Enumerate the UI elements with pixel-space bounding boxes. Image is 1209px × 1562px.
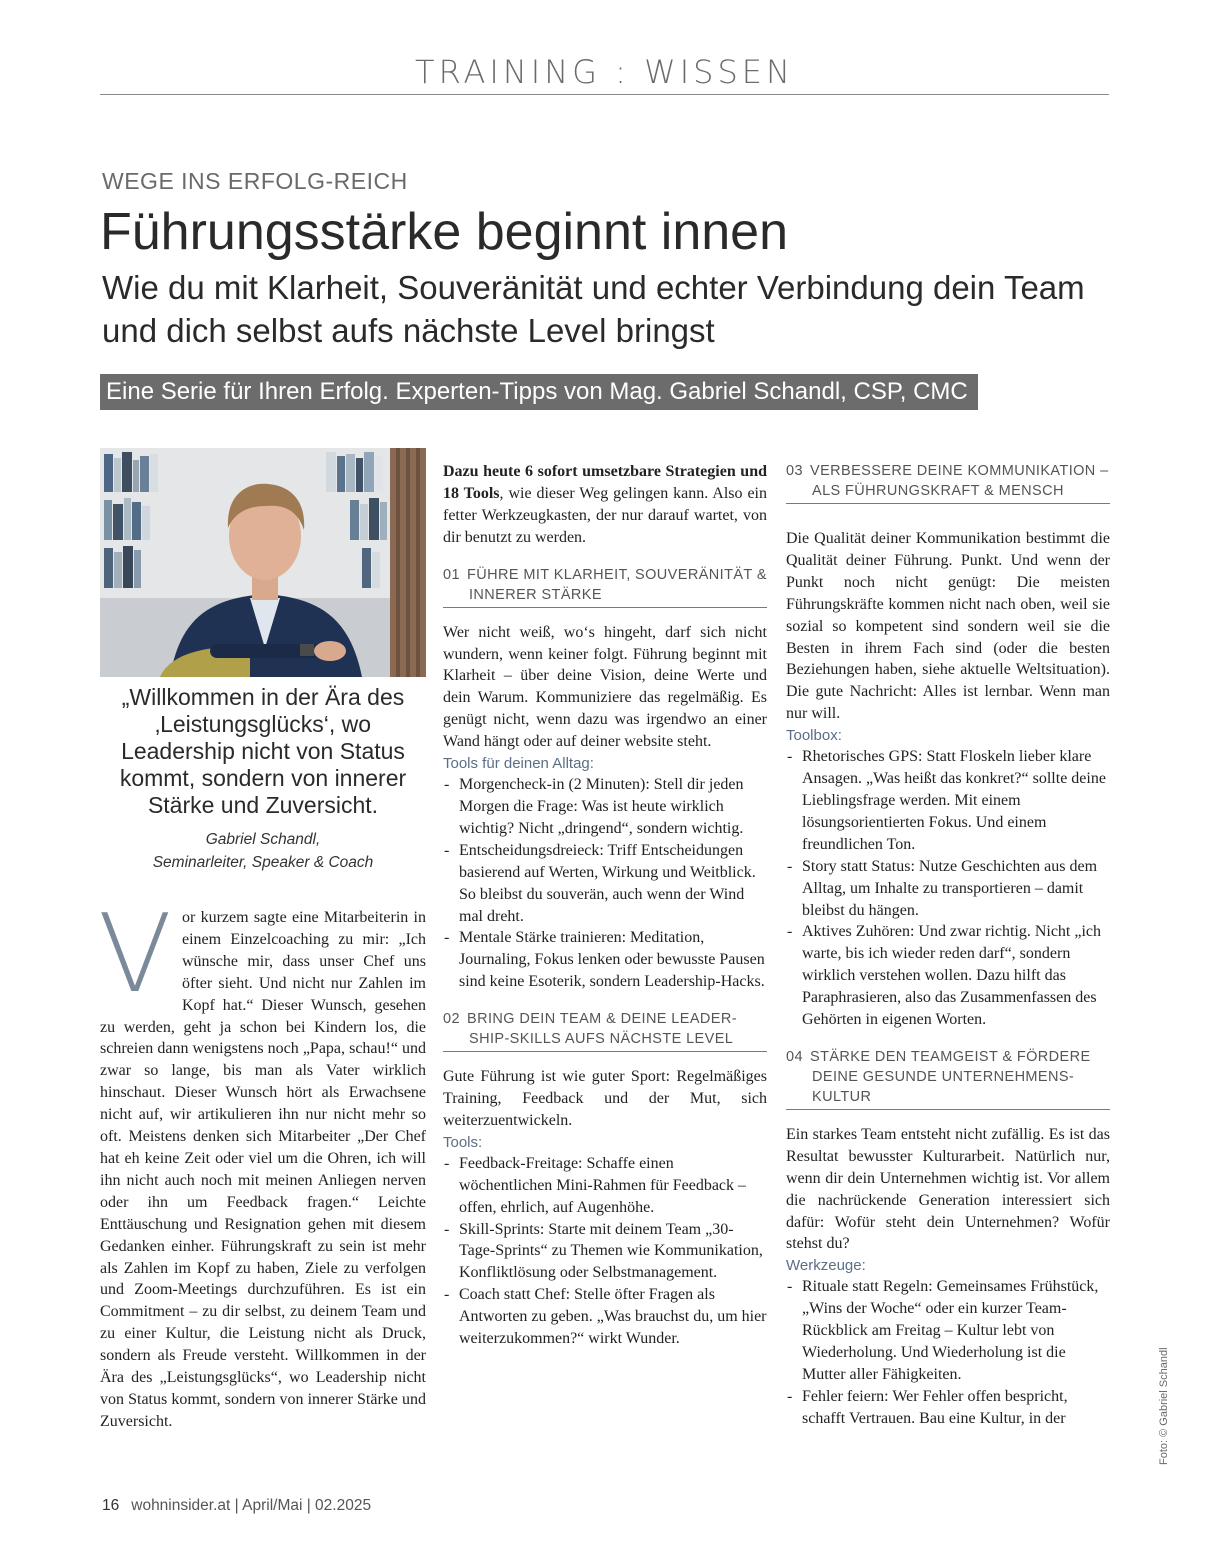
section-heading-line: DEINE GESUNDE UNTERNEHMENS-	[812, 1068, 1075, 1085]
section-heading-line: BRING DEIN TEAM & DEINE LEADER-	[467, 1011, 737, 1028]
section-body: Gute Führung ist wie guter Sport: Regelmäßiges Training, Feedback und der Mut, sich weiterzuentwickeln.	[443, 1068, 767, 1129]
tools-list	[443, 1153, 767, 1350]
section-number: 03	[786, 463, 803, 479]
section-body: Die Qualität deiner Kommunikation bestimmt die Qualität deiner Führung. Punkt. Und wenn der Punkt noch nicht genügt: Die meisten Führungskräfte kommen nicht nach oben, weil sie sozial so kompetent sind sondern weil sie die Besten in ihrem Fach sind (oder die besten Beziehungen haben, siehe aktuelle Weltsituation). Die gute Nachricht: Alles ist lernbar. Wenn man nur will.	[786, 530, 1110, 723]
tools-label: Werkzeuge:	[786, 1257, 866, 1275]
section-divider	[100, 94, 1109, 95]
tools-list	[443, 774, 767, 993]
footer-publication: wohninsider.at | April/Mai | 02.2025	[131, 1497, 372, 1514]
article-kicker: WEGE INS ERFOLG-REICH	[102, 168, 408, 194]
tool-item: - Fehler feiern: Wer Fehler offen bespricht, schafft Vertrauen. Bau eine Kultur, in der	[786, 1386, 1110, 1430]
lead-paragraph	[443, 461, 767, 549]
section-heading-01	[443, 565, 767, 608]
lead-rest: , wie dieser Weg gelingen kann. Also ein fetter Werkzeugkasten, der nur darauf wartet, von dir benutzt zu werden.	[443, 484, 767, 546]
quote-attribution	[100, 828, 426, 874]
page-footer	[102, 1497, 371, 1515]
tool-item: - Coach statt Chef: Stelle öfter Fragen als Antworten zu geben. „Was brauchst du, um hier weiterzukommen?“ wirkt Wunder.	[443, 1284, 767, 1350]
section-heading-line: INNERER STÄRKE	[469, 586, 602, 603]
tool-item: - Skill-Sprints: Starte mit deinem Team „30-Tage-Sprints“ zu Themen wie Kommunikation, Konfliktlösung oder Selbstmanagement.	[443, 1219, 767, 1285]
section-heading-04	[786, 1047, 1110, 1110]
intro-text: or kurzem sagte eine Mitarbeiterin in einem Einzelcoaching zu mir: „Ich wünsche mir, dass unser Chef uns öfter sieht. Und nicht nur Zahlen im Kopf hat.“ Dieser Wunsch, gesehen zu werden, geht ja schon bei Kindern los, die schreien dann wenigstens noch „Papa, schau!“ und zwar so lange, bis man als Vater wirklich hinschaut. Dieser Wunsch hört als Erwachsene nicht auf, wir artikulieren ihn nur nicht mehr so oft. Meistens denken sich Mitarbeiter „Der Chef hat eh keine Zeit oder viel um die Ohren, ich will ihn nicht auch noch mit meinen Anliegen nerven oder ihn um Feedback fragen.“ Leichte Enttäuschung und Resignation gehen mit diesem Gedanken einher. Führungskraft zu sein ist mehr als Zahlen im Kopf zu haben, Ziele zu verfolgen und Zoom-Meetings durchzuführen. Es ist ein Commitment – zu dir selbst, zu deinem Team und zu einer Kultur, die Leistung nicht als Druck, sondern als Freude versteht. Willkommen in der Ära des „Leistungsglücks“, wo Leadership nicht von Status kommt, sondern von innerer Stärke und Zuversicht.	[100, 909, 426, 1430]
tool-item: - Aktives Zuhören: Und zwar richtig. Nicht „ich warte, bis ich wieder reden darf“, sondern wirklich verstehen wollen. Dazu hilft das Paraphrasieren, also das Zusammenfassen des Gehörten in eigenen Worten.	[786, 921, 1110, 1031]
tools-label: Tools:	[443, 1133, 483, 1151]
tool-item: - Mentale Stärke trainieren: Meditation, Journaling, Fokus lenken oder bewusste Pausen sind keine Esoterik, sondern Leadership-Hacks.	[443, 927, 767, 993]
section-body: Wer nicht weiß, wo‘s hingeht, darf sich nicht wundern, wenn keiner folgt. Führung beginnt mit Klarheit – über deine Vision, deine Werte und dein Warum. Kommuniziere das regelmäßig. Es genügt nicht, wenn dazu was irgendwo an einer Wand hängt oder auf deiner website steht.	[443, 623, 767, 751]
article-title: Führungsstärke beginnt innen	[100, 203, 789, 261]
section-heading-line: SHIP-SKILLS AUFS NÄCHSTE LEVEL	[469, 1031, 734, 1048]
lead-bold: Dazu heute 6 sofort umsetzbare Strategien und 18 Tools	[443, 463, 767, 502]
tools-label: Tools für deinen Alltag:	[443, 755, 594, 773]
section-heading-02	[443, 1009, 767, 1052]
tools-list	[786, 746, 1110, 1031]
tool-item: - Rituale statt Regeln: Gemeinsames Frühstück, „Wins der Woche“ oder ein kurzer Team-Rückblick am Freitag – Kultur lebt von Wiederholung. Und Wiederholung ist die Mutter aller Fähigkeiten.	[786, 1276, 1110, 1386]
text-column-2	[443, 461, 767, 1350]
author-photo	[100, 448, 426, 677]
tool-item: - Story statt Status: Nutze Geschichten aus dem Alltag, um Inhalte zu transportieren – damit bleibst du hängen.	[786, 856, 1110, 922]
section-body: Ein starkes Team entsteht nicht zufällig. Es ist das Resultat bewusster Kulturarbeit. Natürlich nur, wenn dir dein Unternehmen wichtig ist. Vor allem die nachrückende Generation interessiert sich dafür: Wofür steht dein Unternehmen? Wofür stehst du?	[786, 1125, 1110, 1253]
pull-quote: „Willkommen in der Ära des ‚Leistungsglücks‘, wo Leadership nicht von Status kommt, sondern von innerer Stärke und Zuversicht.	[119, 684, 407, 818]
section-number: 04	[786, 1048, 803, 1065]
section-heading-03	[786, 461, 1110, 504]
tool-item: - Feedback-Freitage: Schaffe einen wöchentlichen Mini-Rahmen für Feedback – offen, ehrlich, auf Augenhöhe.	[443, 1153, 767, 1219]
author-photo-illustration	[100, 448, 426, 677]
section-heading-line: VERBESSERE DEINE KOMMUNIKATION –	[810, 463, 1109, 479]
section-number: 01	[443, 566, 460, 583]
text-column-3	[786, 461, 1110, 1430]
tool-item: - Morgencheck-in (2 Minuten): Stell dir jeden Morgen die Frage: Was ist heute wirklich wichtig? Nicht „dringend“, sondern wichtig.	[443, 774, 767, 840]
section-heading-line: ALS FÜHRUNGSKRAFT & MENSCH	[812, 483, 1064, 499]
section-heading-line: KULTUR	[812, 1088, 872, 1105]
drop-cap: V	[98, 892, 172, 1017]
quote-author-name: Gabriel Schandl,	[205, 831, 321, 848]
tool-item: - Entscheidungsdreieck: Triff Entscheidungen basierend auf Werten, Wirkung und Weitblick. So bleibst du souverän, auch wenn der Wind mal dreht.	[443, 840, 767, 928]
section-label: TRAINING : WISSEN	[415, 53, 794, 91]
tool-item: - Rhetorisches GPS: Statt Floskeln lieber klare Ansagen. „Was heißt das konkret?“ sollte deine Lieblingsfrage werden. Mit einem lösungsorientierten Fokus. Und einem freundlichen Ton.	[786, 746, 1110, 856]
article-subtitle: Wie du mit Klarheit, Souveränität und echter Verbindung dein Team und dich selbst aufs nächste Level bringst	[102, 269, 1085, 349]
tools-list	[786, 1276, 1110, 1429]
intro-text-column	[98, 892, 426, 1433]
quote-author-role: Seminarleiter, Speaker & Coach	[152, 854, 374, 871]
section-heading-line: FÜHRE MIT KLARHEIT, SOUVERÄNITÄT &	[467, 566, 767, 583]
tools-label: Toolbox:	[786, 727, 842, 745]
photo-credit: Foto: © Gabriel Schandl	[1158, 1347, 1170, 1465]
page-number: 16	[102, 1497, 120, 1514]
section-heading-line: STÄRKE DEN TEAMGEIST & FÖRDERE	[810, 1048, 1091, 1065]
section-number: 02	[443, 1011, 460, 1028]
intro-paragraph	[98, 892, 426, 1433]
series-banner: Eine Serie für Ihren Erfolg. Experten-Tipps von Mag. Gabriel Schandl, CSP, CMC	[100, 374, 978, 410]
